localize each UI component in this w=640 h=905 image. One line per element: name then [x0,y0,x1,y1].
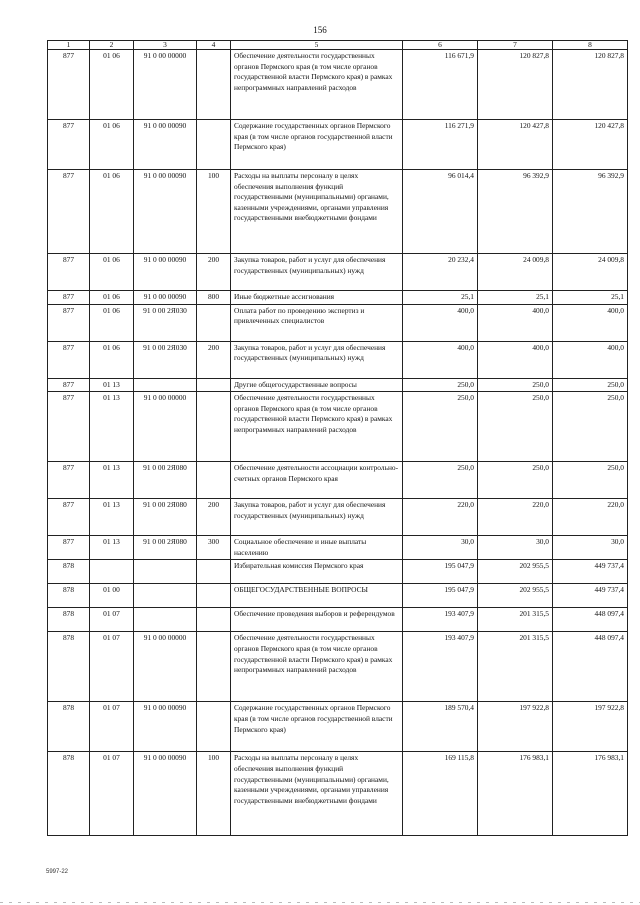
cell-amount-year-2: 25,1 [478,291,553,305]
cell-target-article: 91 0 00 00090 [134,170,197,254]
table-row [48,536,628,560]
cell-amount-year-3: 250,0 [553,392,628,462]
cell-description: ОБЩЕГОСУДАРСТВЕННЫЕ ВОПРОСЫ [231,584,403,608]
table-row [48,378,628,392]
cell-description: Обеспечение деятельности государственных органов Пермского края (в том числе органов государственной власти Пермского края) в рамках непрограммных направлений расходов [231,632,403,702]
cell-amount-year-2: 176 983,1 [478,752,553,836]
cell-expense-type [197,304,231,341]
cell-section: 01 06 [90,50,134,120]
table-row [48,499,628,536]
cell-target-article: 91 0 00 00090 [134,752,197,836]
cell-target-article: 91 0 00 2Я030 [134,304,197,341]
cell-amount-year-1: 400,0 [403,304,478,341]
cell-amount-year-3: 96 392,9 [553,170,628,254]
cell-amount-year-1: 116 271,9 [403,120,478,170]
cell-amount-year-1: 96 014,4 [403,170,478,254]
column-header: 6 [403,41,478,50]
table-row [48,584,628,608]
cell-target-article [134,378,197,392]
cell-amount-year-2: 120 427,8 [478,120,553,170]
cell-amount-year-2: 400,0 [478,304,553,341]
cell-expense-type: 800 [197,291,231,305]
cell-amount-year-1: 250,0 [403,392,478,462]
cell-expense-type [197,392,231,462]
cell-description: Обеспечение деятельности государственных органов Пермского края (в том числе органов государственной власти Пермского края) в рамках непрограммных направлений расходов [231,392,403,462]
cell-amount-year-1: 189 570,4 [403,702,478,752]
column-header: 7 [478,41,553,50]
cell-expense-type: 100 [197,752,231,836]
cell-amount-year-3: 220,0 [553,499,628,536]
cell-description: Оплата работ по проведению экспертиз и привлеченных специалистов [231,304,403,341]
cell-description: Обеспечение деятельности государственных органов Пермского края (в том числе органов государственной власти Пермского края) в рамках непрограммных направлений расходов [231,50,403,120]
cell-target-article [134,608,197,632]
cell-amount-year-3: 176 983,1 [553,752,628,836]
column-header: 1 [48,41,90,50]
table-row [48,291,628,305]
cell-amount-year-2: 202 955,5 [478,584,553,608]
cell-amount-year-1: 195 047,9 [403,584,478,608]
cell-expense-type: 300 [197,536,231,560]
cell-amount-year-1: 195 047,9 [403,560,478,584]
cell-chapter: 877 [48,304,90,341]
cell-amount-year-1: 250,0 [403,378,478,392]
cell-chapter: 878 [48,632,90,702]
table-row [48,254,628,291]
cell-expense-type [197,560,231,584]
cell-chapter: 877 [48,50,90,120]
cell-description: Обеспечение проведения выборов и референдумов [231,608,403,632]
cell-amount-year-3: 25,1 [553,291,628,305]
cell-section: 01 06 [90,254,134,291]
cell-target-article: 91 0 00 2Я080 [134,536,197,560]
cell-chapter: 877 [48,378,90,392]
cell-chapter: 877 [48,254,90,291]
table-row [48,702,628,752]
table-row [48,462,628,499]
cell-section: 01 07 [90,608,134,632]
cell-amount-year-2: 24 009,8 [478,254,553,291]
cell-section: 01 07 [90,752,134,836]
table-row [48,560,628,584]
cell-expense-type: 200 [197,341,231,378]
cell-amount-year-1: 220,0 [403,499,478,536]
budget-table [47,40,628,836]
cell-expense-type: 100 [197,170,231,254]
cell-section: 01 06 [90,170,134,254]
cell-amount-year-1: 116 671,9 [403,50,478,120]
cell-chapter: 877 [48,462,90,499]
cell-expense-type [197,378,231,392]
column-header: 5 [231,41,403,50]
cell-section: 01 06 [90,341,134,378]
cell-target-article: 91 0 00 00090 [134,291,197,305]
cell-amount-year-3: 120 427,8 [553,120,628,170]
cell-section: 01 00 [90,584,134,608]
cell-amount-year-2: 197 922,8 [478,702,553,752]
cell-chapter: 877 [48,392,90,462]
cell-amount-year-3: 197 922,8 [553,702,628,752]
cell-section: 01 13 [90,536,134,560]
cell-target-article: 91 0 00 2Я080 [134,462,197,499]
cell-amount-year-3: 449 737,4 [553,560,628,584]
cell-amount-year-2: 220,0 [478,499,553,536]
cell-amount-year-3: 448 097,4 [553,632,628,702]
table-row [48,120,628,170]
cell-amount-year-1: 30,0 [403,536,478,560]
cell-amount-year-1: 169 115,8 [403,752,478,836]
cell-amount-year-1: 250,0 [403,462,478,499]
cell-section: 01 06 [90,291,134,305]
cell-expense-type: 200 [197,254,231,291]
cell-description: Социальное обеспечение и иные выплаты населению [231,536,403,560]
cell-target-article: 91 0 00 00000 [134,632,197,702]
cell-expense-type [197,50,231,120]
cell-chapter: 878 [48,560,90,584]
page-number: 156 [313,25,327,35]
cell-amount-year-3: 30,0 [553,536,628,560]
cell-section: 01 06 [90,120,134,170]
cell-section: 01 13 [90,499,134,536]
cell-chapter: 877 [48,341,90,378]
cell-target-article: 91 0 00 00090 [134,254,197,291]
cell-expense-type [197,632,231,702]
cell-amount-year-2: 30,0 [478,536,553,560]
cell-target-article: 91 0 00 00090 [134,702,197,752]
column-header: 8 [553,41,628,50]
cell-section: 01 13 [90,378,134,392]
cell-description: Другие общегосударственные вопросы [231,378,403,392]
cell-amount-year-1: 400,0 [403,341,478,378]
cell-target-article: 91 0 00 00000 [134,50,197,120]
cell-amount-year-1: 193 407,9 [403,608,478,632]
cell-expense-type [197,608,231,632]
table-row [48,50,628,120]
cell-chapter: 878 [48,752,90,836]
table-row [48,341,628,378]
cell-target-article: 91 0 00 2Я030 [134,341,197,378]
cell-target-article: 91 0 00 00090 [134,120,197,170]
cell-section: 01 13 [90,392,134,462]
cell-amount-year-1: 20 232,4 [403,254,478,291]
cell-chapter: 878 [48,584,90,608]
cell-amount-year-2: 202 955,5 [478,560,553,584]
cell-section: 01 06 [90,304,134,341]
cell-target-article: 91 0 00 2Я080 [134,499,197,536]
table-row [48,752,628,836]
cell-expense-type [197,120,231,170]
table-row [48,304,628,341]
table-body [48,50,628,836]
cell-description: Закупка товаров, работ и услуг для обеспечения государственных (муниципальных) нужд [231,499,403,536]
cell-expense-type [197,702,231,752]
cell-section: 01 07 [90,632,134,702]
cell-amount-year-2: 120 827,8 [478,50,553,120]
cell-amount-year-3: 448 097,4 [553,608,628,632]
cell-expense-type [197,584,231,608]
cell-chapter: 877 [48,291,90,305]
cell-chapter: 878 [48,702,90,752]
cell-description: Закупка товаров, работ и услуг для обеспечения государственных (муниципальных) нужд [231,254,403,291]
cell-chapter: 878 [48,608,90,632]
table-row [48,632,628,702]
cell-target-article: 91 0 00 00000 [134,392,197,462]
cell-amount-year-1: 25,1 [403,291,478,305]
column-header: 4 [197,41,231,50]
cell-amount-year-2: 201 315,5 [478,632,553,702]
cell-description: Содержание государственных органов Пермского края (в том числе органов государственной власти Пермского края) [231,702,403,752]
cell-description: Закупка товаров, работ и услуг для обеспечения государственных (муниципальных) нужд [231,341,403,378]
cell-description: Избирательная комиссия Пермского края [231,560,403,584]
cell-section: 01 13 [90,462,134,499]
cell-amount-year-3: 250,0 [553,378,628,392]
cell-amount-year-1: 193 407,9 [403,632,478,702]
cell-section [90,560,134,584]
cell-chapter: 877 [48,536,90,560]
cell-chapter: 877 [48,170,90,254]
cell-description: Расходы на выплаты персоналу в целях обеспечения выполнения функций государственными (муниципальными) органами, казенными учреждениями, органами управления государственными внебюджетными фондами [231,752,403,836]
cell-amount-year-3: 120 827,8 [553,50,628,120]
header-row [48,41,628,50]
cell-expense-type: 200 [197,499,231,536]
cell-description: Обеспечение деятельности ассоциации контрольно-счетных органов Пермского края [231,462,403,499]
cell-description: Содержание государственных органов Пермского края (в том числе органов государственной власти Пермского края) [231,120,403,170]
cell-amount-year-2: 250,0 [478,392,553,462]
scan-edge-artifact [0,902,640,903]
cell-amount-year-2: 250,0 [478,378,553,392]
cell-amount-year-2: 201 315,5 [478,608,553,632]
cell-amount-year-2: 250,0 [478,462,553,499]
table-row [48,392,628,462]
cell-target-article [134,560,197,584]
cell-chapter: 877 [48,120,90,170]
cell-section: 01 07 [90,702,134,752]
cell-amount-year-3: 449 737,4 [553,584,628,608]
cell-description: Иные бюджетные ассигнования [231,291,403,305]
table-row [48,170,628,254]
cell-expense-type [197,462,231,499]
cell-amount-year-2: 96 392,9 [478,170,553,254]
cell-target-article [134,584,197,608]
cell-amount-year-2: 400,0 [478,341,553,378]
cell-description: Расходы на выплаты персоналу в целях обеспечения выполнения функций государственными (муниципальными) органами, казенными учреждениями, органами управления государственными внебюджетными фондами [231,170,403,254]
footer-code: 5997-22 [46,869,69,875]
column-header: 3 [134,41,197,50]
cell-amount-year-3: 400,0 [553,304,628,341]
cell-amount-year-3: 400,0 [553,341,628,378]
cell-amount-year-3: 250,0 [553,462,628,499]
table-row [48,608,628,632]
cell-amount-year-3: 24 009,8 [553,254,628,291]
cell-chapter: 877 [48,499,90,536]
column-header: 2 [90,41,134,50]
